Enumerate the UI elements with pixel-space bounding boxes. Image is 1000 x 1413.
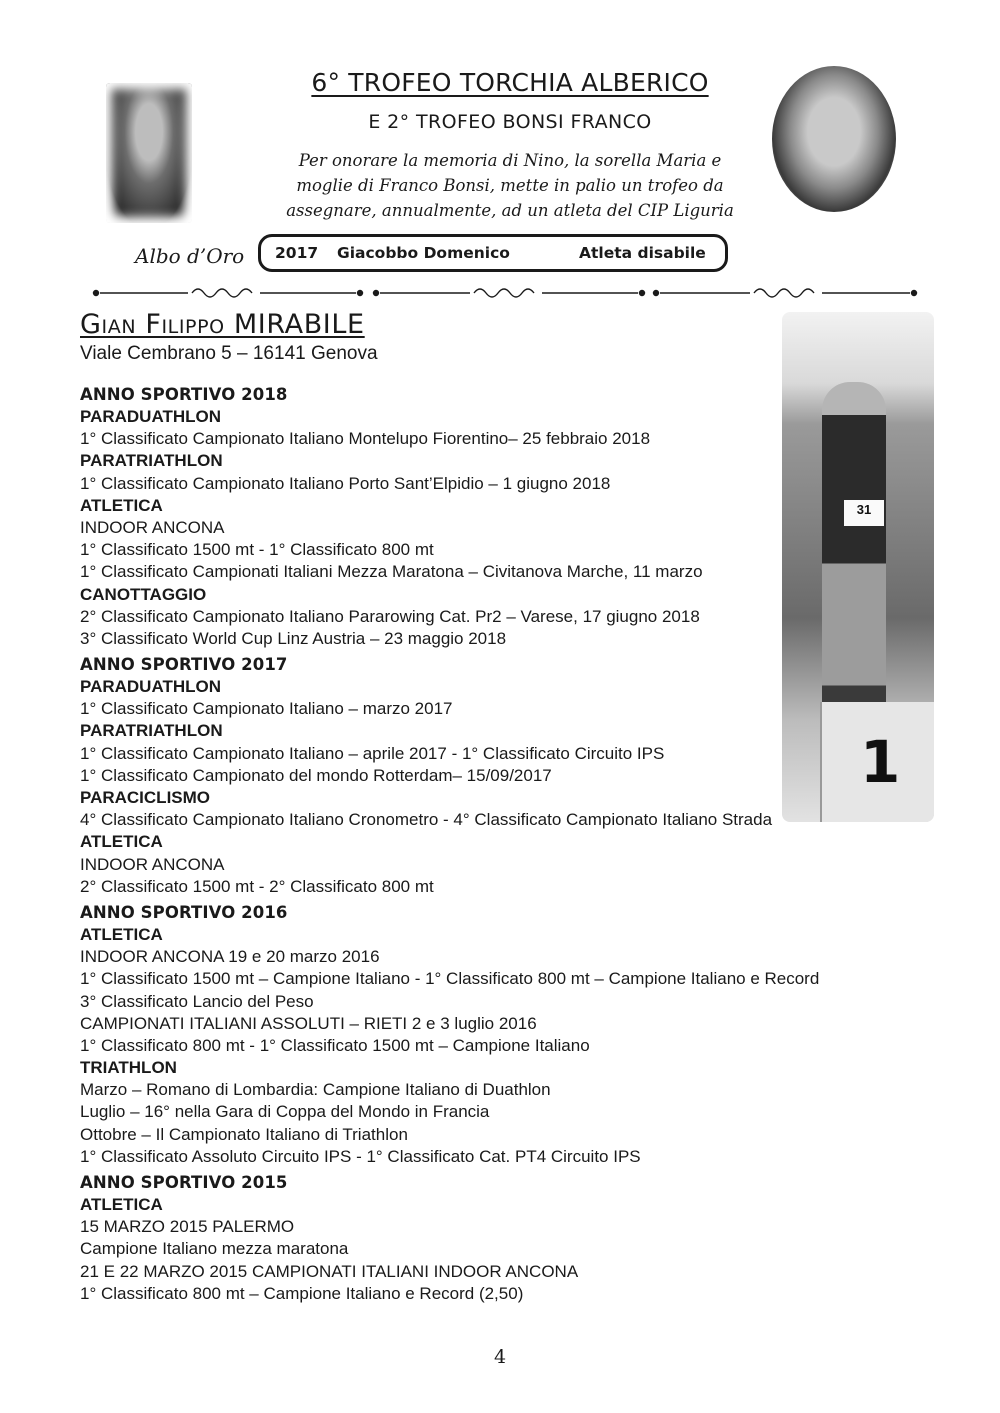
result-line: 1° Classificato Campionato Italiano – marzo 2017	[80, 699, 453, 719]
result-line: 1° Classificato 800 mt - 1° Classificato 1500 mt – Campione Italiano	[80, 1035, 590, 1055]
race-bib: 31	[844, 500, 884, 526]
result-line: 1° Classificato Campionato del mondo Rotterdam– 15/09/2017	[80, 765, 552, 785]
result-line: 1° Classificato Campionato Italiano Porto Sant’Elpidio – 1 giugno 2018	[80, 473, 611, 493]
result-line: 2° Classificato 1500 mt - 2° Classificato 800 mt	[80, 876, 434, 896]
result-line: 1° Classificato 1500 mt - 1° Classificato 800 mt	[80, 540, 434, 560]
result-line: 15 MARZO 2015 PALERMO	[80, 1217, 295, 1237]
result-line: Campione Italiano mezza maratona	[80, 1239, 349, 1259]
discipline-heading: CANOTTAGGIO	[80, 584, 207, 604]
portrait-photo-bonsi	[772, 66, 896, 212]
discipline-heading: ATLETICA	[80, 495, 163, 515]
page-number: 4	[493, 1346, 507, 1368]
trophy-subtitle: E 2° TROFEO BONSI FRANCO	[368, 111, 652, 133]
ornamental-divider	[92, 285, 918, 301]
season-title: ANNO SPORTIVO 2016	[80, 902, 288, 922]
result-line: INDOOR ANCONA	[80, 854, 225, 874]
athlete-name: Gian Filippo MIRABILE	[80, 309, 365, 340]
dedication-line: Per onorare la memoria di Nino, la sorella Maria e	[298, 151, 722, 170]
discipline-heading: PARACICLISMO	[80, 788, 211, 807]
season-section	[80, 902, 900, 1168]
result-line: Marzo – Romano di Lombardia: Campione Italiano di Duathlon	[80, 1080, 551, 1100]
season-section	[80, 654, 900, 898]
discipline-heading: PARATRIATHLON	[80, 451, 223, 471]
albo-winner: Giacobbo Domenico	[337, 244, 510, 262]
results-list	[80, 380, 900, 1305]
podium-number: 1	[860, 728, 901, 796]
albo-year: 2017	[275, 244, 319, 262]
result-line: 1° Classificato Campionati Italiani Mezza Maratona – Civitanova Marche, 11 marzo	[80, 562, 703, 582]
result-line: 2° Classificato Campionato Italiano Pararowing Cat. Pr2 – Varese, 17 giugno 2018	[80, 606, 700, 626]
discipline-heading: ATLETICA	[80, 1195, 163, 1214]
season-section	[80, 384, 900, 650]
discipline-heading: PARATRIATHLON	[80, 721, 223, 741]
result-line: 21 E 22 MARZO 2015 CAMPIONATI ITALIANI INDOOR ANCONA	[80, 1261, 579, 1281]
albo-doro-box	[258, 234, 728, 272]
result-line: 1° Classificato 1500 mt – Campione Italiano - 1° Classificato 800 mt – Campione Italiano e Record	[80, 969, 820, 989]
result-line: CAMPIONATI ITALIANI ASSOLUTI – RIETI 2 e 3 luglio 2016	[80, 1013, 537, 1033]
discipline-heading: ATLETICA	[80, 832, 163, 852]
result-line: 3° Classificato Lancio del Peso	[80, 991, 314, 1011]
portrait-photo-alberico	[106, 83, 192, 223]
dedication-line: assegnare, annualmente, ad un atleta del CIP Liguria	[286, 201, 734, 220]
season-title: ANNO SPORTIVO 2017	[80, 655, 288, 675]
trophy-title: 6° TROFEO TORCHIA ALBERICO	[311, 68, 709, 97]
season-title: ANNO SPORTIVO 2015	[80, 1173, 288, 1192]
athlete-address: Viale Cembrano 5 – 16141 Genova	[80, 343, 378, 364]
result-line: Luglio – 16° nella Gara di Coppa del Mondo in Francia	[80, 1102, 490, 1122]
dedication-text	[255, 148, 765, 223]
discipline-heading: PARADUATHLON	[80, 677, 222, 697]
discipline-heading: PARADUATHLON	[80, 407, 222, 426]
albo-doro-label: Albo d’Oro	[135, 244, 245, 268]
result-line: 1° Classificato 800 mt – Campione Italiano e Record (2,50)	[80, 1283, 524, 1303]
result-line: 1° Classificato Assoluto Circuito IPS - 1° Classificato Cat. PT4 Circuito IPS	[80, 1146, 641, 1166]
result-line: 3° Classificato World Cup Linz Austria – 23 maggio 2018	[80, 628, 507, 648]
discipline-heading: TRIATHLON	[80, 1058, 177, 1078]
result-line: Ottobre – Il Campionato Italiano di Triathlon	[80, 1124, 408, 1144]
season-section	[80, 1172, 900, 1305]
result-line: 1° Classificato Campionato Italiano Montelupo Fiorentino– 25 febbraio 2018	[80, 429, 651, 449]
albo-category: Atleta disabile	[579, 244, 706, 262]
discipline-heading: ATLETICA	[80, 924, 163, 944]
result-line: INDOOR ANCONA	[80, 517, 225, 537]
result-line: 1° Classificato Campionato Italiano – aprile 2017 - 1° Classificato Circuito IPS	[80, 743, 665, 763]
result-line: INDOOR ANCONA 19 e 20 marzo 2016	[80, 947, 380, 967]
season-title: ANNO SPORTIVO 2018	[80, 385, 288, 404]
dedication-line: moglie di Franco Bonsi, mette in palio un trofeo da	[296, 176, 724, 195]
result-line: 4° Classificato Campionato Italiano Cronometro - 4° Classificato Campionato Italiano Strada	[80, 810, 773, 830]
